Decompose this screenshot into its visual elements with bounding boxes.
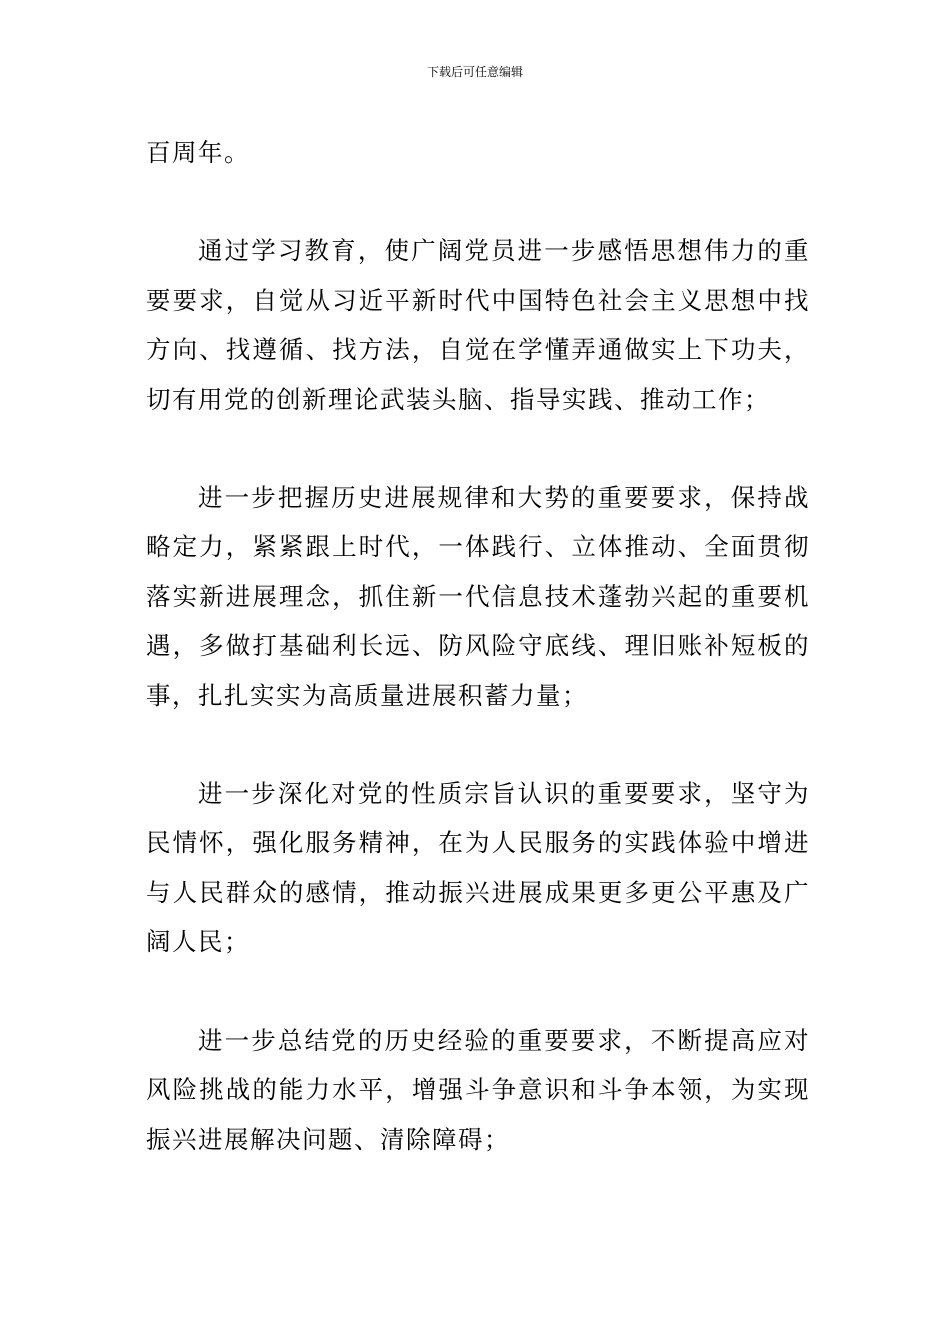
paragraph: 进一步深化对党的性质宗旨认识的重要要求，坚守为民情怀，强化服务精神，在为人民服务的实践体验中增进与人民群众的感情，推动振兴进展成果更多更公平惠及广阔人民； — [146, 779, 810, 957]
paragraph: 进一步把握历史进展规律和大势的重要要求，保持战略定力，紧紧跟上时代，一体践行、立体推动、全面贯彻落实新进展理念，抓住新一代信息技术蓬勃兴起的重要机遇，多做打基础利长远、防风险守底线、理旧账补短板的事，扎扎实实为高质量进展积蓄力量； — [146, 483, 810, 710]
paragraph: 通过学习教育，使广阔党员进一步感悟思想伟力的重要要求，自觉从习近平新时代中国特色社会主义思想中找方向、找遵循、找方法，自觉在学懂弄通做实上下功夫，切有用党的创新理论武装头脑、指导实践、推动工作； — [146, 236, 810, 414]
paragraph-continuation: 百周年。 — [146, 138, 250, 167]
document-body — [146, 128, 810, 1164]
paragraph: 进一步总结党的历史经验的重要要求，不断提高应对风险挑战的能力水平，增强斗争意识和斗争本领，为实现振兴进展解决问题、清除障碍； — [146, 1025, 810, 1154]
page-header: 下载后可任意编辑 — [426, 65, 523, 79]
